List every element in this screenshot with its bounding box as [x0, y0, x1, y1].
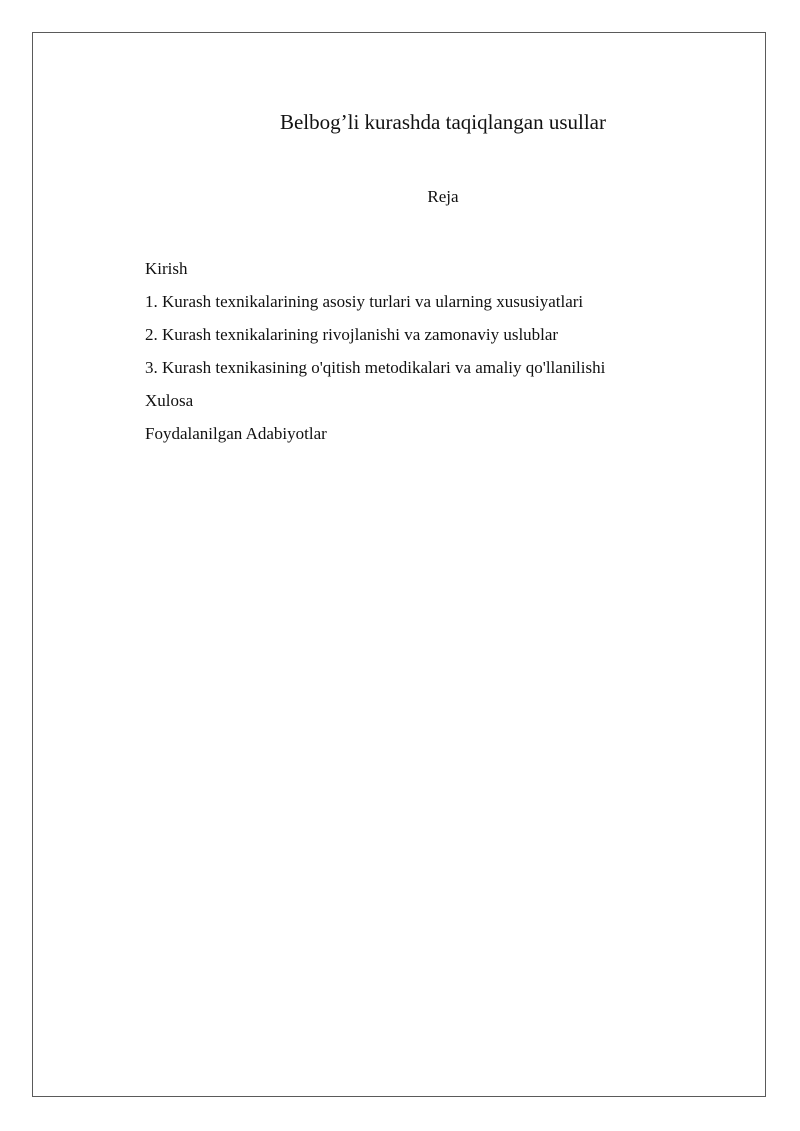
table-of-contents [145, 258, 605, 456]
toc-item-chapter-3: 3. Kurash texnikasining o'qitish metodikalari va amaliy qo'llanilishi [145, 358, 606, 377]
plan-heading: Reja [427, 187, 459, 206]
toc-item-chapter-2: 2. Kurash texnikalarining rivojlanishi va zamonaviy uslublar [145, 325, 559, 344]
toc-item-references: Foydalanilgan Adabiyotlar [145, 424, 327, 443]
toc-item-introduction: Kirish [145, 259, 188, 278]
toc-item-chapter-1: 1. Kurash texnikalarining asosiy turlari va ularning xususiyatlari [145, 292, 584, 311]
toc-item-conclusion: Xulosa [145, 391, 194, 410]
document-title: Belbog’li kurashda taqiqlangan usullar [279, 110, 606, 134]
